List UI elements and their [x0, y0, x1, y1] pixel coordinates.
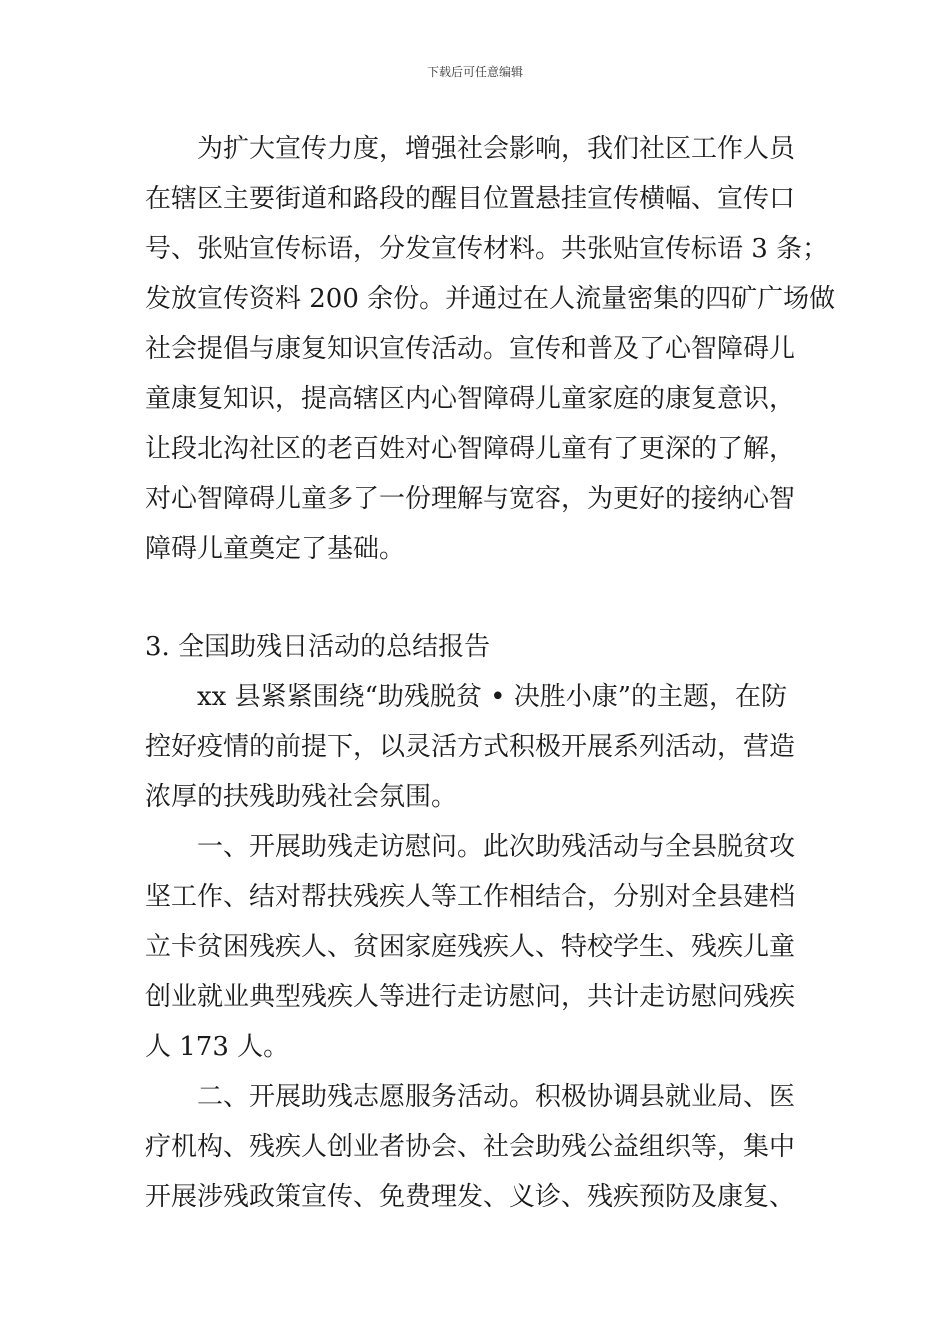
paragraph-line: 号、张贴宣传标语，分发宣传材料。共张贴宣传标语 3 条； — [145, 234, 829, 264]
paragraph-line: 开展涉残政策宣传、免费理发、义诊、残疾预防及康复、 — [145, 1182, 796, 1212]
section-heading: 3. 全国助残日活动的总结报告 — [145, 632, 491, 662]
paragraph-line: 创业就业典型残疾人等进行走访慰问，共计走访慰问残疾 — [145, 982, 796, 1012]
paragraph-line: 疗机构、残疾人创业者协会、社会助残公益组织等，集中 — [145, 1132, 796, 1162]
paragraph-line: 立卡贫困残疾人、贫困家庭残疾人、特校学生、残疾儿童 — [145, 932, 796, 962]
paragraph-line: 发放宣传资料 200 余份。并通过在人流量密集的四矿广场做 — [145, 284, 836, 314]
paragraph-line: 在辖区主要街道和路段的醒目位置悬挂宣传横幅、宣传口 — [145, 184, 796, 214]
paragraph-line: 对心智障碍儿童多了一份理解与宽容，为更好的接纳心智 — [145, 484, 796, 514]
paragraph-line: 一、开展助残走访慰问。此次助残活动与全县脱贫攻 — [197, 832, 796, 862]
paragraph-line: 浓厚的扶残助残社会氛围。 — [145, 782, 458, 812]
paragraph-line: 让段北沟社区的老百姓对心智障碍儿童有了更深的了解， — [145, 434, 796, 464]
paragraph-line: 为扩大宣传力度，增强社会影响，我们社区工作人员 — [197, 134, 796, 164]
page-header: 下载后可任意编辑 — [426, 65, 523, 79]
paragraph-line: 社会提倡与康复知识宣传活动。宣传和普及了心智障碍儿 — [145, 334, 796, 364]
paragraph-line: 障碍儿童奠定了基础。 — [145, 534, 406, 564]
paragraph-line: xx 县紧紧围绕“助残脱贫 • 决胜小康”的主题，在防 — [197, 682, 788, 712]
paragraph-line: 人 173 人。 — [145, 1032, 290, 1062]
paragraph-line: 童康复知识，提高辖区内心智障碍儿童家庭的康复意识， — [145, 384, 796, 414]
paragraph-line: 坚工作、结对帮扶残疾人等工作相结合，分别对全县建档 — [145, 882, 796, 912]
paragraph-line: 二、开展助残志愿服务活动。积极协调县就业局、医 — [197, 1082, 796, 1112]
paragraph-line: 控好疫情的前提下，以灵活方式积极开展系列活动，营造 — [145, 732, 796, 762]
